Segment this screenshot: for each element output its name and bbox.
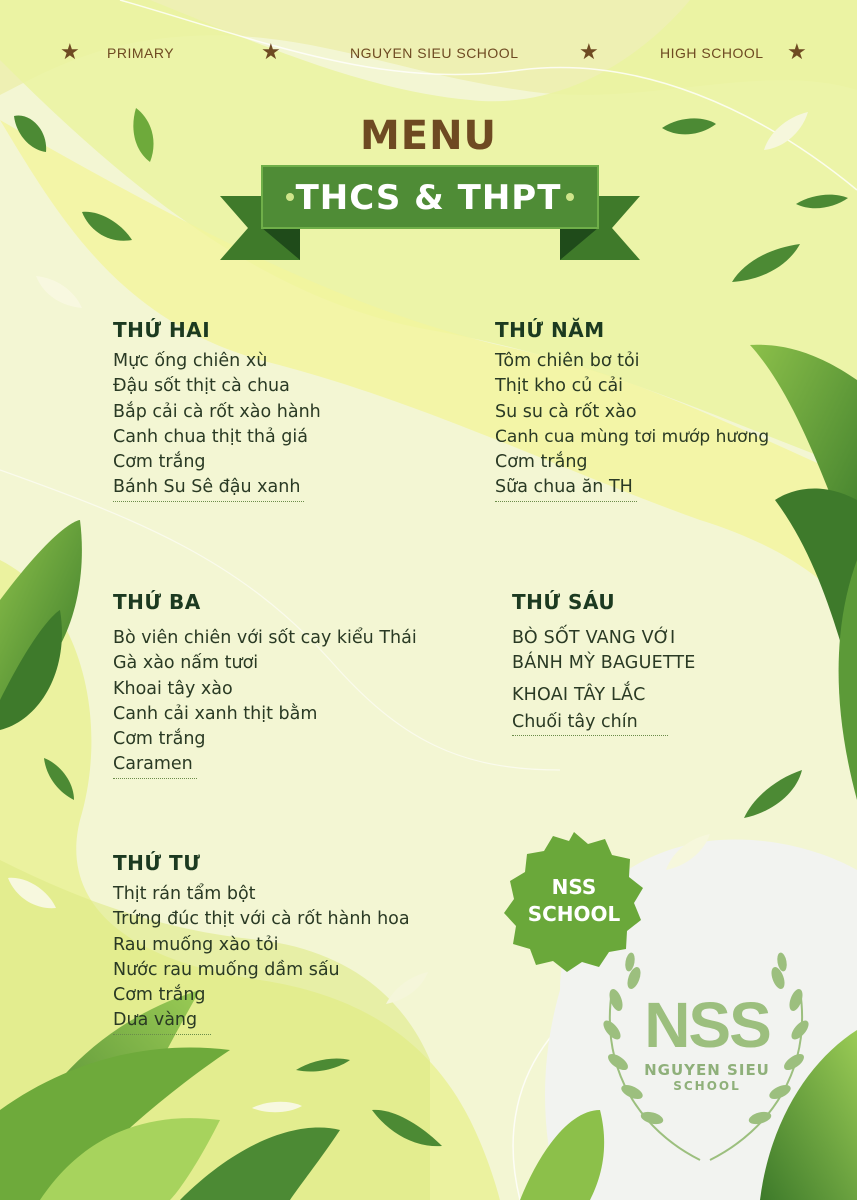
day-heading: THỨ HAI	[113, 318, 211, 342]
day-wednesday	[113, 850, 410, 1035]
menu-item: Nước rau muống dầm sấu	[113, 959, 340, 980]
top-label-school: NGUYEN SIEU SCHOOL	[350, 45, 519, 61]
day-friday	[512, 589, 696, 736]
menu-item: Su su cà rốt xào	[495, 401, 637, 422]
day-tuesday	[113, 589, 417, 779]
day-heading: THỨ TƯ	[113, 851, 201, 875]
day-heading: THỨ NĂM	[495, 318, 605, 342]
star-icon: ★	[787, 40, 807, 65]
menu-item: Canh chua thịt thả giá	[113, 426, 308, 447]
menu-item: Canh cua mùng tơi mướp hương	[495, 426, 770, 447]
menu-item: Tôm chiên bơ tỏi	[495, 351, 640, 371]
menu-item: Cơm trắng	[495, 452, 588, 473]
star-icon: ★	[60, 40, 80, 65]
top-label-primary: PRIMARY	[107, 45, 175, 61]
day-heading: THỨ SÁU	[512, 590, 616, 614]
day-heading: THỨ BA	[113, 590, 201, 614]
menu-item: BÒ SỐT VANG VỚI	[512, 628, 676, 648]
menu-item: Caramen	[113, 752, 197, 778]
menu-item: Trứng đúc thịt với cà rốt hành hoa	[113, 909, 410, 930]
menu-item: Khoai tây xào	[113, 678, 233, 699]
menu-item: BÁNH MỲ BAGUETTE	[512, 653, 696, 674]
star-icon: ★	[579, 40, 599, 65]
menu-item: Bắp cải cà rốt xào hành	[113, 401, 321, 422]
menu-item: Cơm trắng	[113, 729, 206, 750]
logo-line-1: NGUYEN SIEU	[644, 1061, 770, 1079]
menu-item: Cơm trắng	[113, 985, 206, 1006]
day-monday	[113, 317, 321, 502]
top-bar	[0, 40, 857, 66]
star-icon: ★	[261, 40, 281, 65]
menu-item: Thịt rán tẩm bột	[113, 884, 256, 904]
menu-list	[495, 349, 769, 502]
menu-item: Mực ống chiên xù	[113, 351, 268, 371]
menu-item: Bánh Su Sê đậu xanh	[113, 475, 304, 501]
day-thursday	[495, 317, 769, 502]
menu-item: KHOAI TÂY LẮC	[512, 684, 646, 705]
menu-item: Rau muống xào tỏi	[113, 934, 279, 955]
menu-item: Dưa vàng	[113, 1008, 211, 1034]
menu-list	[113, 349, 321, 502]
badge-line-2: SCHOOL	[527, 902, 621, 926]
page-title: MENU	[359, 113, 498, 159]
menu-item: Bò viên chiên với sốt cay kiểu Thái	[113, 628, 417, 648]
menu-item: Thịt kho củ cải	[495, 376, 624, 397]
menu-item: Chuối tây chín	[512, 710, 668, 736]
menu-item: Canh cải xanh thịt bằm	[113, 703, 318, 724]
menu-item: Gà xào nấm tươi	[113, 653, 259, 674]
logo-monogram: NSS	[644, 989, 770, 1061]
ribbon-title: THCS & THPT	[295, 178, 562, 218]
menu-item: Sữa chua ăn TH	[495, 475, 637, 501]
menu-item: Cơm trắng	[113, 452, 206, 473]
menu-list	[512, 626, 696, 736]
logo-line-2: SCHOOL	[673, 1079, 741, 1093]
top-label-high-school: HIGH SCHOOL	[660, 45, 764, 61]
menu-list	[113, 882, 410, 1035]
menu-item: Đậu sốt thịt cà chua	[113, 376, 290, 397]
menu-list	[113, 626, 417, 779]
badge-line-1: NSS	[551, 875, 597, 899]
school-badge	[507, 874, 641, 928]
